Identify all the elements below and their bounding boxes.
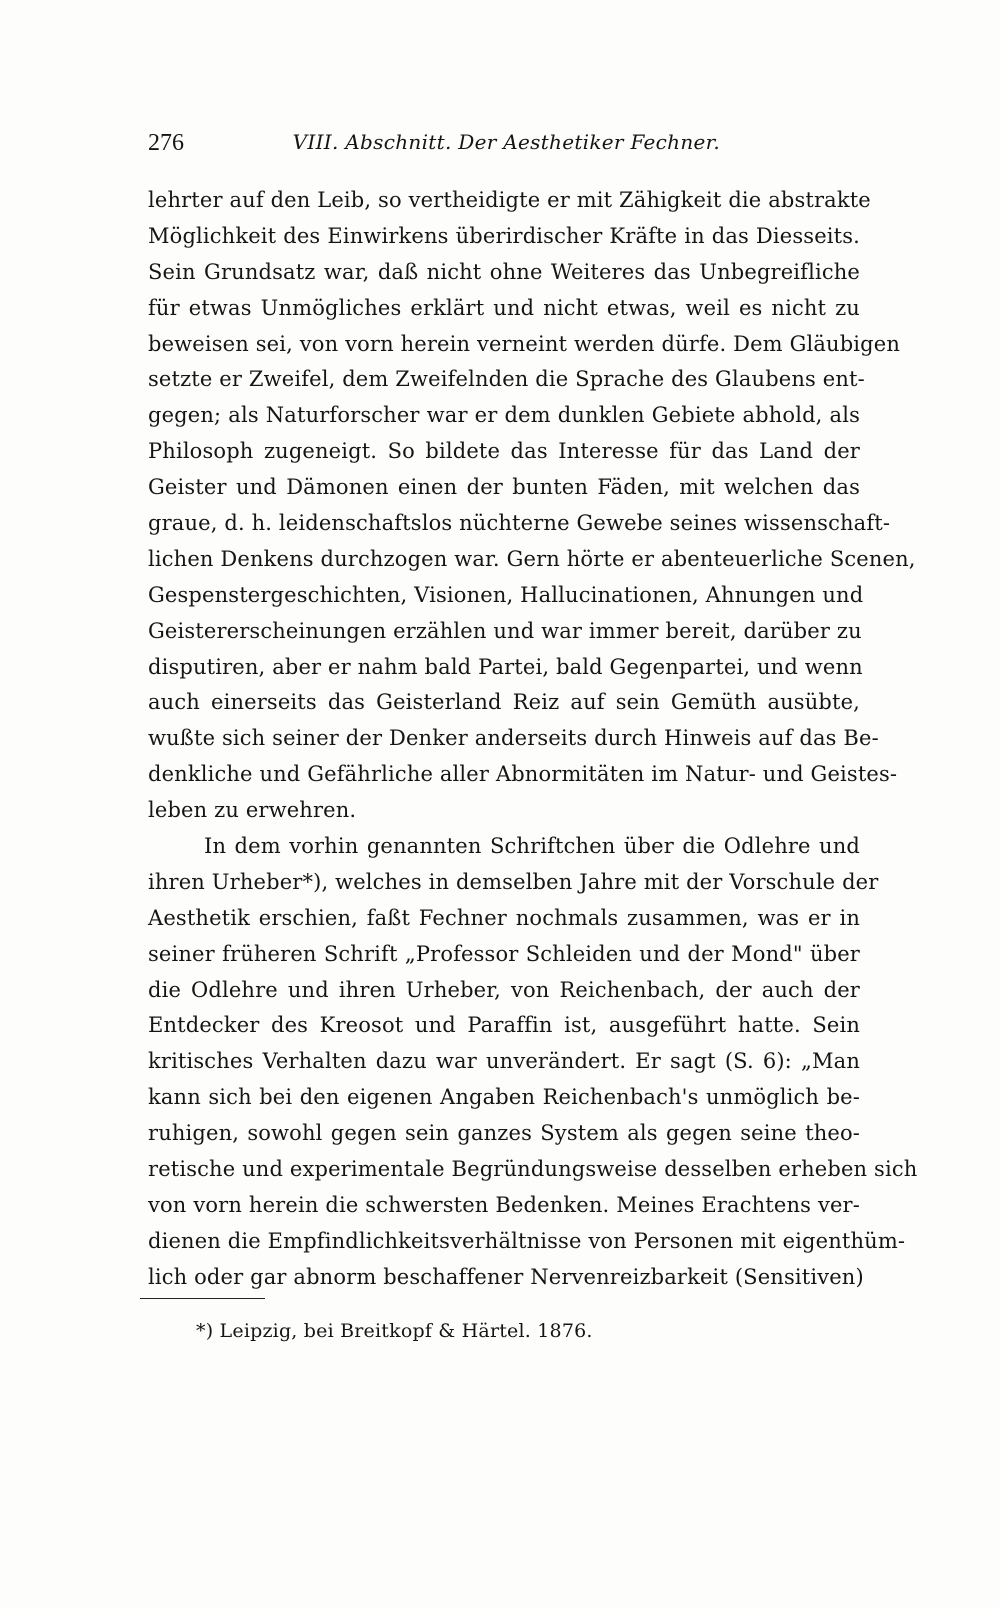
text-line: Geister und Dämonen einen der bunten Fäden, mit welchen das bbox=[148, 475, 860, 500]
text-line: ruhigen, sowohl gegen sein ganzes System als gegen seine theo- bbox=[148, 1121, 860, 1146]
footnote-divider bbox=[140, 1298, 265, 1299]
text-line: ihren Urheber*), welches in demselben Jahre mit der Vorschule der bbox=[148, 869, 879, 894]
text-line: Geistererscheinungen erzählen und war immer bereit, darüber zu bbox=[148, 618, 862, 643]
text-line: Sein Grundsatz war, daß nicht ohne Weiteres das Unbegreifliche bbox=[148, 259, 860, 284]
text-line: Aesthetik erschien, faßt Fechner nochmals zusammen, was er in bbox=[148, 905, 860, 930]
text-line: seiner früheren Schrift „Professor Schleiden und der Mond" über bbox=[148, 941, 860, 966]
text-line: retische und experimentale Begründungsweise desselben erheben sich bbox=[148, 1157, 918, 1182]
text-line-paragraph-start: In dem vorhin genannten Schriftchen über die Odlehre und bbox=[204, 834, 860, 859]
text-line: Entdecker des Kreosot und Paraffin ist, ausgeführt hatte. Sein bbox=[148, 1013, 860, 1038]
text-line: lichen Denkens durchzogen war. Gern hörte er abenteuerliche Scenen, bbox=[148, 546, 916, 571]
text-line: von vorn herein die schwersten Bedenken. Meines Erachtens ver- bbox=[148, 1192, 860, 1217]
text-line: Philosoph zugeneigt. So bildete das Interesse für das Land der bbox=[148, 439, 860, 464]
text-line: beweisen sei, von vorn herein verneint werden dürfe. Dem Gläubigen bbox=[148, 331, 901, 356]
text-line: wußte sich seiner der Denker anderseits durch Hinweis auf das Be- bbox=[148, 726, 879, 751]
text-line: graue, d. h. leidenschaftslos nüchterne Gewebe seines wissenschaft- bbox=[148, 511, 891, 536]
text-line: kann sich bei den eigenen Angaben Reichenbach's unmöglich be- bbox=[148, 1085, 860, 1110]
text-line: setzte er Zweifel, dem Zweifelnden die Sprache des Glaubens ent- bbox=[148, 367, 865, 392]
text-line: denkliche und Gefährliche aller Abnormitäten im Natur- und Geistes- bbox=[148, 762, 898, 787]
running-head: VIII. Abschnitt. Der Aesthetiker Fechner. bbox=[292, 130, 720, 154]
text-line: lehrter auf den Leib, so vertheidigte er mit Zähigkeit die abstrakte bbox=[148, 188, 871, 212]
footnote: *) Leipzig, bei Breitkopf & Härtel. 1876. bbox=[196, 1320, 593, 1342]
page-header bbox=[148, 130, 720, 164]
text-line: Gespenstergeschichten, Visionen, Hallucinationen, Ahnungen und bbox=[148, 582, 864, 607]
text-line: Möglichkeit des Einwirkens überirdischer Kräfte in das Diesseits. bbox=[148, 223, 860, 248]
text-line: kritisches Verhalten dazu war unverändert. Er sagt (S. 6): „Man bbox=[148, 1049, 860, 1074]
text-line: lich oder gar abnorm beschaffener Nervenreizbarkeit (Sensitiven) bbox=[148, 1264, 864, 1289]
text-line-paragraph-end: leben zu erwehren. bbox=[148, 798, 357, 823]
text-line: auch einerseits das Geisterland Reiz auf sein Gemüth ausübte, bbox=[148, 690, 860, 715]
text-line: gegen; als Naturforscher war er dem dunklen Gebiete abhold, als bbox=[148, 403, 860, 428]
text-line: für etwas Unmögliches erklärt und nicht etwas, weil es nicht zu bbox=[148, 295, 860, 320]
body-text bbox=[148, 183, 918, 1296]
page-number: 276 bbox=[148, 130, 184, 156]
text-line: die Odlehre und ihren Urheber, von Reichenbach, der auch der bbox=[148, 977, 860, 1002]
text-line: dienen die Empfindlichkeitsverhältnisse von Personen mit eigenthüm- bbox=[148, 1228, 906, 1253]
text-line: disputiren, aber er nahm bald Partei, bald Gegenpartei, und wenn bbox=[148, 654, 863, 679]
